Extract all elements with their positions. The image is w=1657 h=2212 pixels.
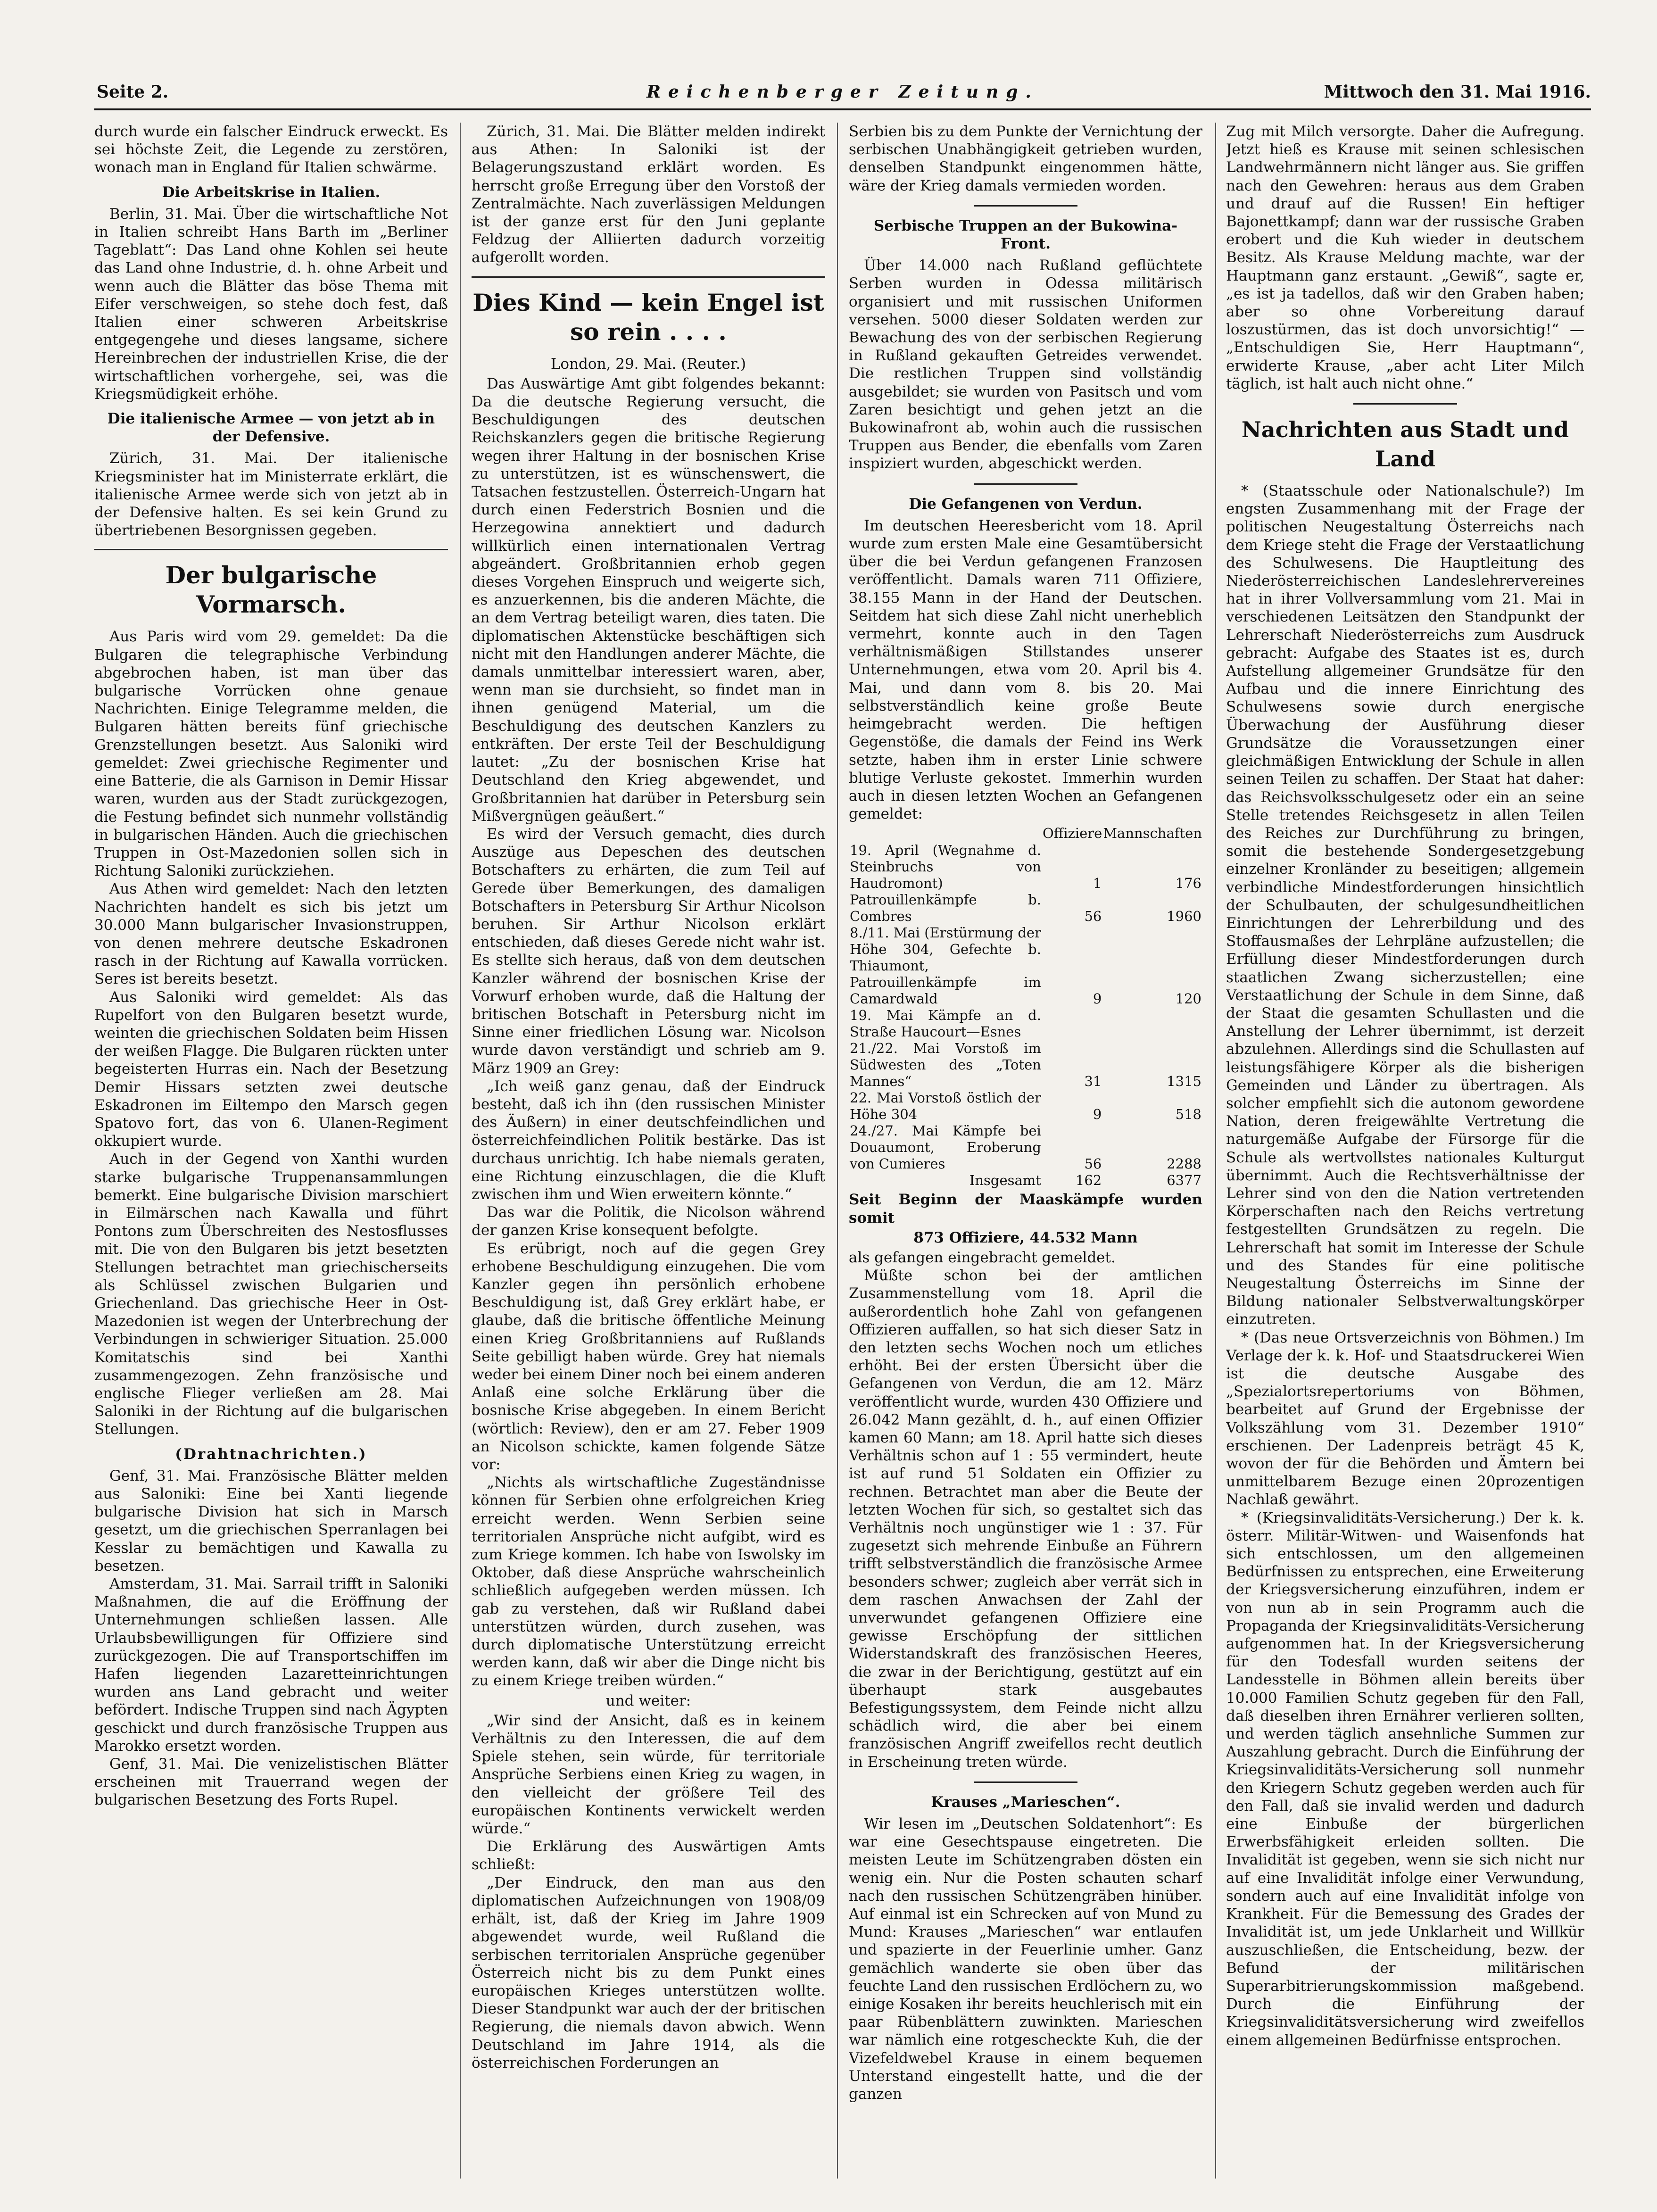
highlight-total: 873 Offiziere, 44.532 Mann <box>913 1229 1138 1246</box>
cell-men: 176 <box>1175 875 1201 892</box>
article-headline: Der bulgarische Vormarsch. <box>165 561 377 619</box>
article-headline: Dies Kind — kein Engel ist so rein . . . . <box>472 288 824 346</box>
total-officers: 162 <box>1075 1172 1102 1189</box>
article-text: Die Erklärung des Auswärtigen Amts schließt: <box>472 1838 825 1873</box>
cell-officers: 56 <box>1084 1156 1102 1172</box>
article-text: Zürich, 31. Mai. Die Blätter melden indirekt aus Athen: In Saloniki ist der Belagerungszustand erklärt worden. Es herrscht große Erregung über den Vorstoß der Zentralmächte. Nach zuverlässigen Meldungen ist der ganze erst für den Juni geplante Feldzug der Alliierten dadurch vorzeitig aufgerollt worden. <box>472 123 825 266</box>
divider <box>974 483 1077 485</box>
cell-men: 518 <box>1175 1106 1201 1123</box>
continuation-label: und weiter: <box>605 1692 691 1709</box>
article-heading: Krauses „Marieschen“. <box>931 1793 1120 1811</box>
column-header: Offiziere <box>1042 825 1102 842</box>
total-men: 6377 <box>1167 1172 1201 1189</box>
article-text: Über 14.000 nach Rußland geflüchtete Serben wurden in Odessa militärisch organisiert und mit russischen Uniformen versehen. 5000 dieser Soldaten werden zur Bewachung des von der serbischen Regierung in Rußland gekauften Getreides verwendet. Die restlichen Truppen sind vollständig ausgebildet; sie wurden von Pasitsch und vom Zaren besichtigt und gehen jetzt an die Bukowinafront ab, wohin auch die russischen Truppen aus Bender, die ebenfalls vom Zaren inspiziert wurden, abgeschickt werden. <box>849 257 1202 472</box>
article-text: Amsterdam, 31. Mai. Sarrail trifft in Saloniki Maßnahmen, die auf die Eröffnung der Unternehmungen schließen lassen. Alle Urlaubsbewilligungen für Offiziere sind zurückgezogen. Die auf Transportschiffen im Hafen liegenden Lazaretteinrichtungen wurden ans Land gebracht und weiter befördert. Indische Truppen sind nach Ägypten geschickt und durch französische Truppen aus Marokko ersetzt worden. <box>94 1575 448 1755</box>
article-text: Seit Beginn der Maaskämpfe wurden somit <box>849 1191 1202 1226</box>
divider <box>974 1781 1077 1783</box>
article-text: „Wir sind der Ansicht, daß es in keinem Verhältnis zu den Interessen, die auf dem Spiele stehen, sein würde, für territoriale Ansprüche Serbiens einen Krieg zu wagen, in den vielleicht der größere Teil des europäischen Kontinents verwickelt werden würde.“ <box>472 1712 825 1838</box>
column-1 <box>94 123 448 2183</box>
table-row <box>849 1090 1202 1123</box>
divider <box>472 276 825 278</box>
row-label: 22. Mai Vorstoß östlich der Höhe 304 <box>850 1090 1041 1123</box>
table-header-row <box>849 825 1202 842</box>
article-text: Serbien bis zu dem Punkte der Vernichtung der serbischen Unabhängigkeit getrieben wurden, denselben Standpunkt eingenommen hätte, wäre der Krieg damals vermieden worden. <box>849 123 1202 194</box>
row-label: 8./11. Mai (Erstürmung der Höhe 304, Gefechte b. Thiaumont, Patrouillenkämpfe im Camardwald <box>850 925 1041 1007</box>
row-label: Patrouillenkämpfe b. Combres <box>850 892 1041 925</box>
table-row <box>849 925 1202 1007</box>
cell-officers: 1 <box>1093 875 1102 892</box>
article-text: Wir lesen im „Deutschen Soldatenhort“: Es war eine Gesechtspause eingetreten. Die meisten Leute im Schützengraben dösten ein wenig ein. Nur die Posten schauten scharf nach den russischen Schützengräben hinüber. Auf einmal ist ein Schrecken auf von Mund zu Mund: Krauses „Marieschen“ war entlaufen und spazierte in der Feuerlinie umher. Ganz gemächlich wanderte sie oben über das feuchte Land den russischen Erdlöchern zu, wo einige Kosaken ihr bereits heuchlerisch mit ein paar Rübenblättern zuwinkten. Marieschen war nämlich eine rotgescheckte Kuh, die der Vizefeldwebel Krause in einem bequemen Unterstand eingestellt hatte, und die der ganzen <box>849 1815 1202 2103</box>
newspaper-title: Reichenberger Zeitung. <box>646 82 1039 102</box>
column-2 <box>472 123 825 2183</box>
row-label: 19. April (Wegnahme d. Steinbruchs von Haudromont) <box>850 842 1041 892</box>
cell-officers: 56 <box>1084 908 1102 925</box>
column-rule-1 <box>460 123 461 2179</box>
cell-men: 120 <box>1175 991 1201 1007</box>
section-headline: Nachrichten aus Stadt und Land <box>1241 417 1569 472</box>
article-text: Genf, 31. Mai. Französische Blätter melden aus Saloniki: Eine bei Xanti liegende bulgarische Division hat sich in Marsch gesetzt, um die griechischen Sperranlagen bei Kesslar zu bemächtigen und Kawalla zu besetzen. <box>94 1467 448 1574</box>
table-row <box>849 842 1202 892</box>
column-header: Mannschaften <box>1103 825 1202 842</box>
cell-men: 2288 <box>1167 1156 1201 1172</box>
article-text: Aus Paris wird vom 29. gemeldet: Da die Bulgaren die telegraphische Verbindung abgebrochen haben, ist man über das bulgarische Vorrücken ohne genaue Nachrichten. Einige Telegramme melden, die Bulgaren hätten bereits fünf griechische Grenzstellungen besetzt. Aus Saloniki wird gemeldet: Zwei griechische Regimenter und eine Batterie, die als Garnison in Demir Hissar waren, wurden aus der Stadt zurückgezogen, die Festung befindet sich nunmehr vollständig in bulgarischen Händen. Auch die griechischen Truppen in Ost-Mazedonien sollen sich in Richtung Saloniki zurückziehen. <box>94 628 448 880</box>
cell-officers: 9 <box>1093 991 1102 1007</box>
article-text: Aus Saloniki wird gemeldet: Als das Rupelfort von den Bulgaren besetzt wurde, weinten die griechischen Soldaten beim Hissen der weißen Flagge. Die Bulgaren rückten unter begeisterten Hurras ein. Nach der Besetzung Demir Hissars setzten zwei deutsche Eskadronen im Eiltempo den Marsch gegen Spatovo fort, das von 6. Ulanen-Regiment okkupiert wurde. <box>94 988 448 1150</box>
article-text: Genf, 31. Mai. Die venizelistischen Blätter erscheinen mit Trauerrand wegen der bulgarischen Besetzung des Forts Rupel. <box>94 1756 448 1809</box>
column-3 <box>849 123 1202 2183</box>
article-text: Berlin, 31. Mai. Über die wirtschaftliche Not in Italien schreibt Hans Barth im „Berliner Tageblatt“: Das Land ohne Kohlen sei heute das Land ohne Industrie, d. h. ohne Arbeit und wenn auch die Blätter das böse Thema mit Eifer verschweigen, so stehe doch fest, daß Italien einer schweren Arbeitskrise entgegengehe und dieses langsame, sichere Hereinbrechen der industriellen Krise, die der wirtschaftlichen vorhergehe, sei, was die Kriegsmüdigkeit erhöhe. <box>94 205 448 403</box>
article-text: Auch in der Gegend von Xanthi wurden starke bulgarische Truppenansammlungen bemerkt. Eine bulgarische Division marschiert in Eilmärschen nach Kawalla und führt Pontons zum Überschreiten des Nestosflusses mit. Die von den Bulgaren bis jetzt besetzten Stellungen betrachtet man griechischerseits als Schlüssel zwischen Bulgarien und Griechenland. Das griechische Heer in Ost-Mazedonien ist wegen der Unterbrechung der Verbindungen in schwieriger Situation. 25.000 Komitatschis sind bei Xanthi zusammengezogen. Zehn französische und englische Flieger verließen am 28. Mai Saloniki in der Richtung auf die bulgarischen Stellungen. <box>94 1151 448 1438</box>
page-number: Seite 2. <box>97 82 169 102</box>
row-label: 24./27. Mai Kämpfe bei Douaumont, Eroberung von Cumieres <box>850 1123 1041 1172</box>
article-text: Aus Athen wird gemeldet: Nach den letzten Nachrichten handelt es sich bis jetzt um 30.000 Mann bulgarischer Invasionstruppen, von denen mehrere deutsche Eskadronen rasch in der Richtung auf Kawalla vorrücken. Seres ist bereits besetzt. <box>94 880 448 988</box>
table-row <box>849 1040 1202 1090</box>
cell-officers <box>1042 1007 1102 1040</box>
article-text: Das Auswärtige Amt gibt folgendes bekannt: Da die deutsche Regierung versucht, die Beschuldigungen des deutschen Reichskanzlers gegen die britische Regierung wegen ihrer Haltung in der bosnischen Krise zu unterstützen, ist es wünschenswert, die Tatsachen festzustellen. Österreich-Ungarn hat durch einen Federstrich Bosnien und die Herzegowina annektiert und dadurch willkürlich einen internationalen Vertrag abgeändert. Großbritannien erhob gegen dieses Vorgehen Einspruch und weigerte sich, es anzuerkennen, bis die anderen Mächte, die an dem Vertrag beteiligt waren, dies taten. Die diplomatischen Aktenstücke beschäftigen sich nicht mit den Handlungen anderer Mächte, die damals unmittelbar interessiert waren, aber, wenn man sie durchsieht, so findet man in ihnen genügend Material, um die Beschuldigung des deutschen Kanzlers zu entkräften. Der erste Teil der Beschuldigung lautet: „Zu der bosnischen Krise hat Deutschland den Krieg abgewendet, und Großbritannien hat darüber in Petersburg sein Mißvergnügen geäußert.“ <box>472 375 825 825</box>
table-row <box>849 1123 1202 1172</box>
article-text: Es wird der Versuch gemacht, dies durch Auszüge aus Depeschen des deutschen Botschafters zu erhärten, die zum Teil auf Gerede über Bemerkungen, des damaligen Botschafters in Petersburg Sir Arthur Nicolson beruhen. Sir Arthur Nicolson erklärt entschieden, daß dieses Gerede nicht wahr ist. Es stellte sich heraus, daß von dem deutschen Kanzler während der bosnischen Krise der Vorwurf erhoben wurde, daß die Haltung der britischen Botschaft in Petersburg nicht im Sinne einer friedlichen Lösung war. Nicolson wurde davon verständigt und schrieb am 9. März 1909 an Grey: <box>472 825 825 1077</box>
table-row <box>849 892 1202 925</box>
column-rule-3 <box>1215 123 1216 2179</box>
divider <box>974 205 1077 207</box>
article-text: „Nichts als wirtschaftliche Zugeständnisse können für Serbien ohne erfolgreichen Krieg erreicht werden. Wenn Serbien seine territorialen Ansprüche nicht aufgibt, wird es zum Kriege kommen. Ich habe von Iswolsky im Oktober, daß diese Ansprüche wahrscheinlich schließlich aufgegeben werden müssen. Ich gab zu verstehen, daß wir Rußland dabei unterstützen würden, durch zusehen, was durch diplomatische Unterstützung erreicht werden kann, daß wir aber die Dinge nicht bis zu einem Kriege treiben würden.“ <box>472 1474 825 1690</box>
column-4 <box>1226 123 1584 2183</box>
section-heading: (Drahtnachrichten.) <box>175 1445 367 1463</box>
cell-officers: 31 <box>1084 1073 1102 1090</box>
article-text: * (Staatsschule oder Nationalschule?) Im engsten Zusammenhang mit der Frage der politischen Neugestaltung Österreichs nach dem Kriege steht die Frage der Verstaatlichung des Schulwesens. Die Hauptleitung des Niederösterreichischen Landeslehrervereines hat in ihrer Vollversammlung vom 21. Mai in verschiedenen Leitsätzen den Standpunkt der Lehrerschaft Niederösterreichs zum Ausdruck gebracht: Aufgabe des Staates ist es, durch Aufstellung allgemeiner Grundsätze für den Aufbau und die innere Einrichtung des Schulwesens sowie durch energische Überwachung der Ausführung dieser Grundsätze die Voraussetzungen einer gleichmäßigen Entwicklung der Schule in allen seinen Teilen zu schaffen. Der Staat hat daher: das Reichsvolksschulgesetz oder ein an seine Stelle tretendes Reichsgesetz in allen Teilen des Reiches zur Durchführung zu bringen, somit die bestehende Sondergesetzgebung einzelner Kronländer zu beseitigen; allgemein verbindliche Mindestforderungen hinsichtlich der Schulbauten, der schulgesundheitlichen Einrichtungen der Lehrerbildung und des Stoffausmaßes der Lehrpläne aufzustellen; die Erfüllung dieser Mindestforderungen durch staatlichen Zwang sicherzustellen; eine Verstaatlichung der Schule in dem Sinne, daß der Staat die gesamten Schullasten und die Anstellung der Lehrer übernimmt, ist derzeit abzulehnen. Allerdings sind die Schullasten auf leistungsfähigere Körper als die bisherigen Gemeinden und Länder zu übertragen. Als solcher empfiehlt sich die autonom gewordene Nation, deren freigewählte Vertretung die naturgemäße Aufgabe der Fürsorge für die Schule als wertvollstes nationales Kulturgut übernimmt. Auch die Rechtsverhältnisse der Lehrer sind von den die Nation vertretenden Körperschaften nach den Reichs vertretung festgestellten Grundsätzen zu regeln. Die Lehrerschaft hat somit im Interesse der Schule und des Standes für eine politische Neugestaltung Österreichs im Sinne der Bildung nationaler Selbstverwaltungskörper einzutreten. <box>1226 482 1584 1328</box>
divider <box>94 549 448 550</box>
cell-men <box>1102 1007 1202 1040</box>
cell-men: 1315 <box>1167 1073 1201 1090</box>
row-label: 21./22. Mai Vorstoß im Südwesten des „Toten Mannes“ <box>850 1040 1041 1090</box>
article-text: Im deutschen Heeresbericht vom 18. April wurde zum ersten Male eine Gesamtübersicht über die bei Verdun gefangenen Franzosen veröffentlicht. Damals waren 711 Offiziere, 38.155 Mann in der Hand der Deutschen. Seitdem hat sich diese Zahl nicht unerheblich vermehrt, konnte auch in den Tagen verhältnismäßigen Stillstandes unserer Unternehmungen, etwa vom 20. April bis 4. Mai, und dann vom 8. bis 20. Mai selbstverständlich keine große Beute heimgebracht werden. Die heftigen Gegenstöße, die damals der Feind ins Werk setzte, haben ihm in erster Linie schwere blutige Verluste gekostet. Immerhin wurden auch in diesen letzten Wochen an Gefangenen gemeldet: <box>849 517 1202 823</box>
article-heading: Die Arbeitskrise in Italien. <box>162 183 381 201</box>
divider <box>1353 403 1457 405</box>
article-text: * (Kriegsinvaliditäts-Versicherung.) Der k. k. österr. Militär-Witwen- und Waisenfonds hat sich entschlossen, um den allgemeinen Bedürfnissen zu entsprechen, eine Erweiterung der Kriegsversicherung einzuführen, indem er von nun ab in sein Programm auch die Propaganda der Kriegsinvaliditäts-Versicherung aufgenommen hat. In der Kriegsversicherung für den Todesfall wurden seitens der Landesstelle in Böhmen allein bereits über 10.000 Familien Schutz gegeben für den Fall, daß dieselben ihren Ernährer verlieren sollten, und werden täglich ansehnliche Summen zur Auszahlung gebracht. Durch die Einführung der Kriegsinvaliditäts-Versicherung soll nunmehr den Kriegern Schutz gegeben werden auch für den Fall, daß sie invalid werden und dadurch eine Einbuße der bürgerlichen Erwerbsfähigkeit erleiden sollten. Die Invalidität ist gegeben, wenn sie sich nicht nur auf eine Invalidität infolge einer Verwundung, sondern auch auf eine Invalidität infolge von Krankheit. Für die Bemessung des Grades der Invalidität ist, um jede Unklarheit und Willkür auszuschließen, die Entscheidung, bezw. der Befund der militärischen Superarbitrierungskommission maßgebend. Durch die Einführung der Kriegsinvaliditätsversicherung wird zweifellos einem allgemeinen Bedürfnisse entsprochen. <box>1226 1509 1584 2049</box>
article-text: Zürich, 31. Mai. Der italienische Kriegsminister hat im Ministerrate erklärt, die italienische Armee werde sich von jetzt ab in der Defensive halten. Es sei kein Grund zu übertriebenen Besorgnissen gegeben. <box>94 450 448 539</box>
article-text: „Der Eindruck, den man aus den diplomatischen Aufzeichnungen von 1908/09 erhält, ist, daß der Krieg im Jahre 1909 abgewendet wurde, weil Rußland die serbischen territorialen Ansprüche gegenüber Österreich nicht bis zu dem Punkt eines europäischen Krieges unterstützen wollte. Dieser Standpunkt war auch der der britischen Regierung, die niemals davon abwich. Wenn Deutschland im Jahre 1914, als die österreichischen Forderungen an <box>472 1874 825 2071</box>
row-label: 19. Mai Kämpfe an d. Straße Haucourt—Esnes <box>850 1007 1041 1040</box>
issue-date: Mittwoch den 31. Mai 1916. <box>1324 82 1591 102</box>
article-text: Müßte schon bei der amtlichen Zusammenstellung vom 18. April die außerordentlich hohe Zahl von gefangenen Offizieren auffallen, so hat sich dieser Satz in den letzten sechs Wochen noch um etliches erhöht. Bei der ersten Übersicht über die Gefangenen von Verdun, die am 12. März veröffentlicht wurde, wurden 430 Offiziere und 26.042 Mann gezählt, d. h., auf einen Offizier kamen 60 Mann; am 18. April hatte sich dieses Verhältnis schon auf 1 : 55 vermindert, heute ist auf rund 51 Soldaten ein Offizier zu rechnen. Betrachtet man aber die Beute der letzten Wochen für sich, so gestaltet sich das Verhältnis noch ungünstiger wie 1 : 37. Für zugesetzt sich mehrende Einbuße an Führern trifft selbstverständlich die französische Armee besonders schwer; zugleich aber verrät sich in dem raschen Anwachsen der Zahl der unverwundet gefangenen Offiziere eine gewisse Erschöpfung der sittlichen Widerstandskraft des französischen Heeres, die zwar in der Berichtigung, gestützt auf ein überhaupt stark ausgebautes Befestigungssystem, dem Feinde nicht allzu schädlich wird, die aber bei einem französischen Angriff zweifellos recht deutlich in Erscheinung treten würde. <box>849 1267 1202 1771</box>
cell-officers: 9 <box>1093 1106 1102 1123</box>
article-text: * (Das neue Ortsverzeichnis von Böhmen.) Im Verlage der k. k. Hof- und Staatsdruckerei Wien ist die deutsche Ausgabe des „Spezialortsrepertoriums von Böhmen, bearbeitet auf Grund der Ergebnisse der Volkszählung vom 31. Dezember 1910“ erschienen. Der Ladenpreis beträgt 45 K, wovon der für die Behörden und Ämtern bei unmittelbarem Bezuge einen 20prozentigen Nachlaß gewährt. <box>1226 1329 1584 1508</box>
article-heading: Serbische Truppen an der Bukowina-Front. <box>873 217 1178 253</box>
page-header <box>94 80 1591 110</box>
article-text: „Ich weiß ganz genau, daß der Eindruck besteht, daß ich ihn (den russischen Minister des Äußern) in einer deutschfeindlichen und österreichfeindlichen Politik bestärke. Das ist durchaus unrichtig. Ich habe niemals geraten, eine Richtung einzuschlagen, die die Kluft zwischen ihm und Wien erweitern könnte.“ <box>472 1077 825 1203</box>
article-heading: Die italienische Armee — von jetzt ab in der Defensive. <box>107 410 435 446</box>
article-text: durch wurde ein falscher Eindruck erweckt. Es sei höchste Zeit, die Legende zu zerstören, wonach man in England für Italien schwärme. <box>94 123 448 176</box>
article-text: Zug mit Milch versorgte. Daher die Aufregung. Jetzt hieß es Krause mit seinen schlesischen Landwehrmännern nicht länger aus. Sie griffen nach den Gewehren: heraus aus dem Graben und drauf auf die Russen! Ein heftiger Bajonettkampf; dann war der russische Graben erobert und die Kuh wieder in deutschem Besitz. Als Krause Meldung machte, war der Hauptmann ganz erstaunt. „Gewiß“, sagte er, „es ist ja tadellos, daß wir den Graben haben; aber so ohne Vorbereitung darauf loszustürmen, das ist doch unvorsichtig!“ — „Entschuldigen Sie, Herr Hauptmann“, erwiderte Krause, „aber acht Liter Milch täglich, ist halt auch nicht ohne.“ <box>1226 123 1584 392</box>
dateline: London, 29. Mai. (Reuter.) <box>550 355 746 373</box>
cell-men: 1960 <box>1167 908 1201 925</box>
article-heading: Die Gefangenen von Verdun. <box>909 495 1143 513</box>
total-label: Insgesamt <box>969 1172 1041 1189</box>
article-text: als gefangen eingebracht gemeldet. <box>849 1249 1116 1266</box>
prisoner-table <box>849 825 1202 1189</box>
column-rule-2 <box>837 123 838 2179</box>
article-text: Das war die Politik, die Nicolson während der ganzen Krise konsequent befolgte. <box>472 1204 825 1239</box>
table-total-row <box>849 1172 1202 1189</box>
table-row <box>849 1007 1202 1040</box>
article-text: Es erübrigt, noch auf die gegen Grey erhobene Beschuldigung einzugehen. Die vom Kanzler gegen ihn persönlich erhobene Beschuldigung ist, daß Grey erklärt habe, er glaube, daß die britische öffentliche Meinung einen Krieg Großbritanniens auf Rußlands Seite gebilligt haben würde. Grey hat niemals weder bei einem Diner noch bei einem anderen Anlaß eine solche Erklärung über die bosnische Krise abgegeben. In einem Bericht (wörtlich: Review), den er am 27. Feber 1909 an Nicolson schickte, kamen folgende Sätze vor: <box>472 1240 825 1474</box>
